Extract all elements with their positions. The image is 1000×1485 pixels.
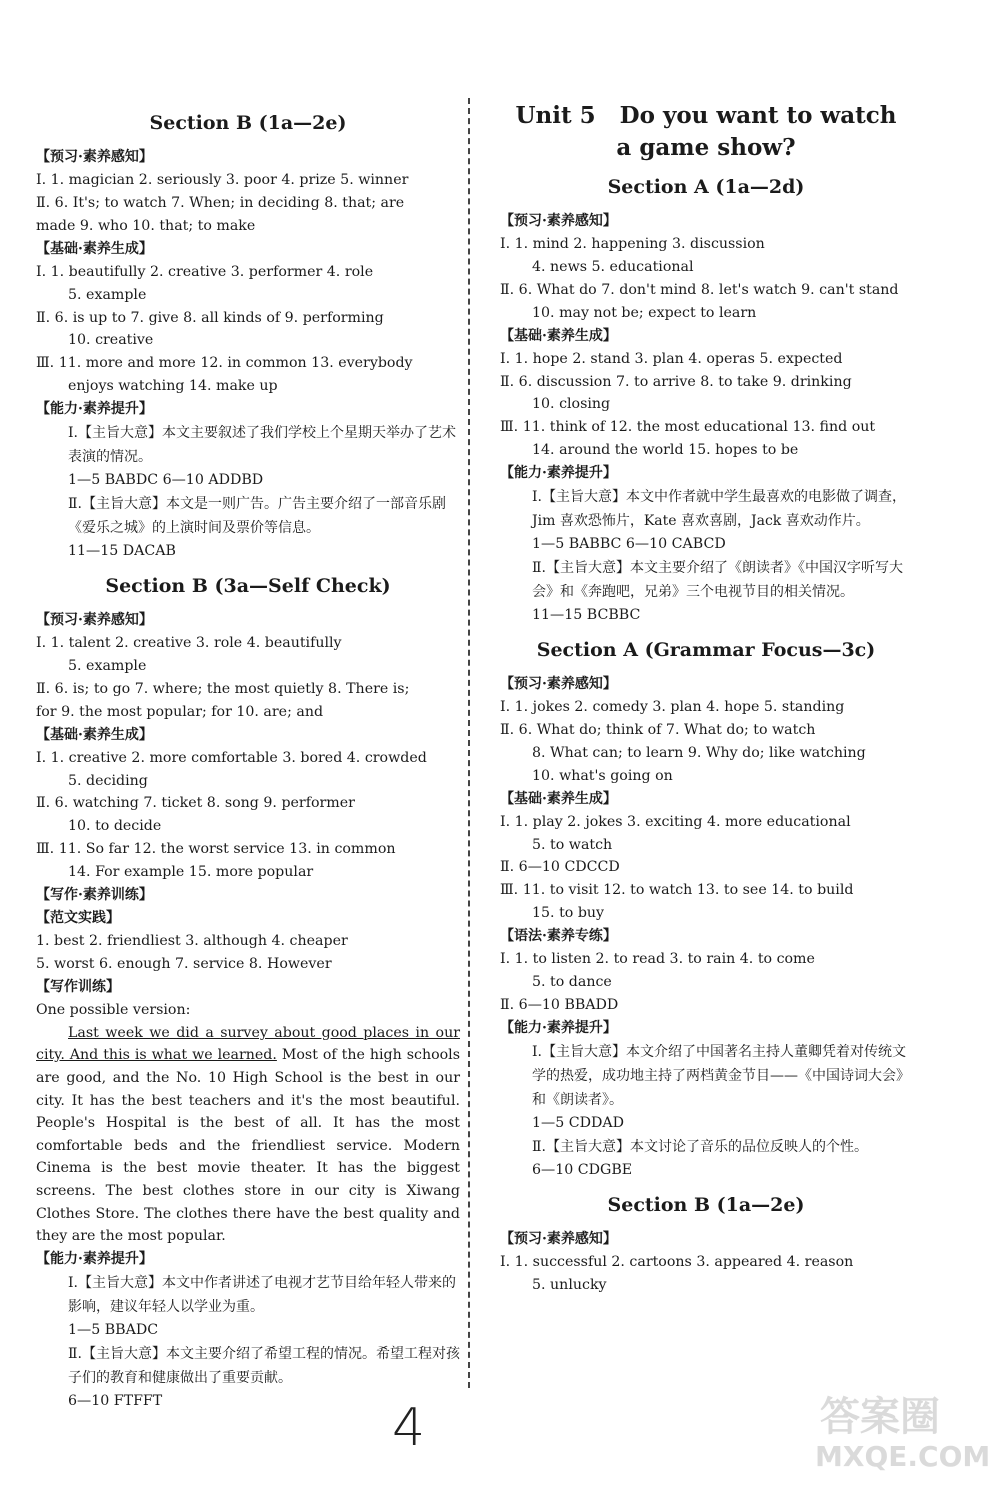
section-title: Section B (3a—Self Check) [105, 574, 391, 597]
answer-line: 10. creative [68, 332, 154, 349]
answer-line: Ⅰ.【主旨大意】本文中作者讲述了电视才艺节目给年轻人带来的影响，建议年轻人以学业为重。 [68, 1274, 456, 1315]
answer-line: 5. example [68, 286, 147, 303]
answer-line: 5. deciding [68, 772, 148, 789]
answer-line: Ⅲ. 11. to visit 12. to watch 13. to see 14. to build [500, 882, 854, 899]
section-rubric: 【预习·素养感知】 [36, 611, 153, 628]
answer-line: 10. may not be; expect to learn [532, 304, 757, 321]
answer-line: One possible version: [36, 1001, 191, 1018]
answer-line: Ⅰ. 1. to listen 2. to read 3. to rain 4. to come [500, 951, 815, 968]
answer-line: 10. to decide [68, 818, 162, 835]
answer-line: 8. What can; to learn 9. Why do; like watching [532, 744, 866, 761]
answer-line: Ⅲ. 11. So far 12. the worst service 13. in common [36, 841, 396, 858]
answer-line: 14. For example 15. more popular [68, 864, 314, 881]
section-rubric: 【基础·素养生成】 [500, 790, 617, 807]
answer-line: Ⅱ. 6. It's; to watch 7. When; in deciding 8. that; are [36, 194, 405, 211]
section-rubric: 【基础·素养生成】 [500, 327, 617, 344]
answer-line: Ⅲ. 11. more and more 12. in common 13. everybody [36, 355, 413, 372]
answer-line: enjoys watching 14. make up [68, 378, 278, 395]
answer-line: Ⅱ.【主旨大意】本文主要介绍了《朗读者》《中国汉字听写大会》和《奔跑吧，兄弟》三个电视节目的相关情况。 [532, 560, 903, 601]
answer-line: 14. around the world 15. hopes to be [532, 442, 799, 459]
section-rubric: 【预习·素养感知】 [500, 1230, 617, 1247]
answer-line: Ⅰ. 1. talent 2. creative 3. role 4. beautifully [36, 634, 342, 651]
left-column [36, 100, 460, 1413]
answer-line: Ⅰ. 1. beautifully 2. creative 3. performer 4. role [36, 263, 374, 280]
section-rubric: 【预习·素养感知】 [36, 149, 153, 165]
answer-line: Ⅰ. 1. creative 2. more comfortable 3. bored 4. crowded [36, 749, 427, 766]
model-essay [36, 1022, 460, 1248]
answer-line: 1. best 2. friendliest 3. although 4. cheaper [36, 933, 348, 950]
answer-line: Ⅰ.【主旨大意】本文中作者就中学生最喜欢的电影做了调查，Jim 喜欢恐怖片，Kate 喜欢喜剧，Jack 喜欢动作片。 [532, 489, 906, 530]
left-answer-lines-2 [36, 1248, 460, 1413]
answer-line: 1—5 BABBC 6—10 CABCD [532, 536, 726, 553]
section-title: Section A (1a—2d) [607, 176, 805, 198]
answer-line: 1—5 BABDC 6—10 ADDBD [68, 472, 264, 489]
watermark-logo: 答案圈 [820, 1394, 940, 1440]
answer-line: 1—5 BBADC [68, 1321, 159, 1338]
section-rubric: 【写作训练】 [36, 978, 120, 995]
answer-line: Ⅰ. 1. play 2. jokes 3. exciting 4. more educational [500, 813, 851, 830]
answer-line: 11—15 BCBBC [532, 607, 641, 624]
unit-title-line-2: a game show? [616, 134, 796, 161]
section-rubric: 【能力·素养提升】 [36, 1250, 153, 1267]
section-title: Section B (1a—2e) [149, 112, 347, 134]
answer-line: Ⅰ. 1. hope 2. stand 3. plan 4. operas 5. expected [500, 350, 843, 367]
answer-line: Ⅱ.【主旨大意】本文主要介绍了希望工程的情况。希望工程对孩子们的教育和健康做出了重要贡献。 [68, 1345, 460, 1386]
answer-line: 6—10 FTFFT [68, 1392, 163, 1409]
watermark-url: MXQE.COM [815, 1440, 991, 1473]
answer-line: Ⅰ. 1. magician 2. seriously 3. poor 4. prize 5. winner [36, 172, 409, 188]
answer-line: Ⅱ. 6. What do; think of 7. What do; to watch [500, 721, 816, 738]
answer-line: 5. worst 6. enough 7. service 8. However [36, 955, 332, 972]
answer-line: Ⅰ.【主旨大意】本文介绍了中国著名主持人董卿凭着对传统文学的热爱，成功地主持了两档黄金节目——《中国诗词大会》和《朗读者》。 [532, 1043, 910, 1108]
answer-line: 1—5 CDDAD [532, 1114, 624, 1131]
section-rubric: 【能力·素养提升】 [500, 465, 617, 482]
answer-line: 6—10 CDGBE [532, 1161, 633, 1178]
answer-line: made 9. who 10. that; to make [36, 217, 256, 234]
section-title: Section B (1a—2e) [607, 1193, 805, 1216]
column-divider [468, 98, 470, 1388]
answer-line: for 9. the most popular; for 10. are; and [36, 703, 324, 720]
answer-line: 5. to watch [532, 836, 613, 853]
answer-line: Ⅱ. 6. is; to go 7. where; the most quietly 8. There is; [36, 680, 410, 697]
answer-line: Ⅱ. 6. is up to 7. give 8. all kinds of 9. performing [36, 309, 384, 326]
answer-line: Ⅱ. 6—10 BBADD [500, 996, 619, 1013]
right-answer-lines [500, 164, 912, 1296]
answer-line: Ⅱ. 6. watching 7. ticket 8. song 9. performer [36, 795, 355, 812]
section-rubric: 【写作·素养训练】 [36, 887, 153, 904]
answer-line: Ⅰ. 1. successful 2. cartoons 3. appeared 4. reason [500, 1253, 854, 1270]
essay-underlined: Last week we did a survey about good places in our city. And this is what we learned. [36, 1024, 460, 1064]
answer-line: Ⅰ. 1. mind 2. happening 3. discussion [500, 236, 765, 252]
answer-line: 5. unlucky [532, 1276, 607, 1293]
answer-line: Ⅱ. 6. discussion 7. to arrive 8. to take 9. drinking [500, 373, 852, 390]
answer-line: Ⅱ. 6—10 CDCCD [500, 859, 620, 876]
answer-line: 15. to buy [532, 905, 605, 922]
answer-line: 5. to dance [532, 974, 612, 991]
section-rubric: 【基础·素养生成】 [36, 240, 153, 257]
section-rubric: 【基础·素养生成】 [36, 726, 153, 743]
answer-line: Ⅱ. 6. What do 7. don't mind 8. let's watch 9. can't stand [500, 281, 899, 298]
section-rubric: 【能力·素养提升】 [36, 401, 153, 418]
answer-line: 10. closing [532, 396, 611, 413]
answer-line: Ⅱ.【主旨大意】本文是一则广告。广告主要介绍了一部音乐剧《爱乐之城》的上演时间及票价等信息。 [68, 496, 446, 537]
answer-line: Ⅰ. 1. jokes 2. comedy 3. plan 4. hope 5. standing [500, 698, 845, 715]
answer-line: 11—15 DACAB [68, 543, 176, 560]
section-rubric: 【语法·素养专练】 [500, 928, 617, 945]
answer-line: Ⅰ.【主旨大意】本文主要叙述了我们学校上个星期天举办了艺术表演的情况。 [68, 425, 456, 466]
answer-line: 5. example [68, 657, 147, 674]
unit-title-line-1: Unit 5 Do you want to watch [515, 102, 897, 129]
answer-line: Ⅱ.【主旨大意】本文讨论了音乐的品位反映人的个性。 [532, 1138, 868, 1155]
section-rubric: 【能力·素养提升】 [500, 1019, 617, 1036]
left-answer-lines [36, 100, 460, 1022]
section-rubric: 【预习·素养感知】 [500, 675, 617, 692]
essay-body: Most of the high schools are good, and the No. 10 High School is the best in our city. It has the best teachers and it's the most beautiful. People's Hospital is the best of all. It has the most comfortable beds and the friendliest service. Modern Cinema is the best movie theater. It has the biggest screens. The best clothes store in our city is Xiwang Clothes Store. The clothes there have the best quality and they are the most popular. [36, 1047, 460, 1245]
answer-line: 4. news 5. educational [532, 258, 694, 275]
section-title: Section A (Grammar Focus—3c) [536, 638, 876, 661]
section-rubric: 【范文实践】 [36, 910, 120, 927]
right-column [500, 100, 912, 1296]
section-rubric: 【预习·素养感知】 [500, 213, 617, 229]
answer-line: Ⅲ. 11. think of 12. the most educational 13. find out [500, 419, 876, 436]
page-number: 4 [392, 1398, 426, 1458]
answer-line: 10. what's going on [532, 767, 673, 784]
